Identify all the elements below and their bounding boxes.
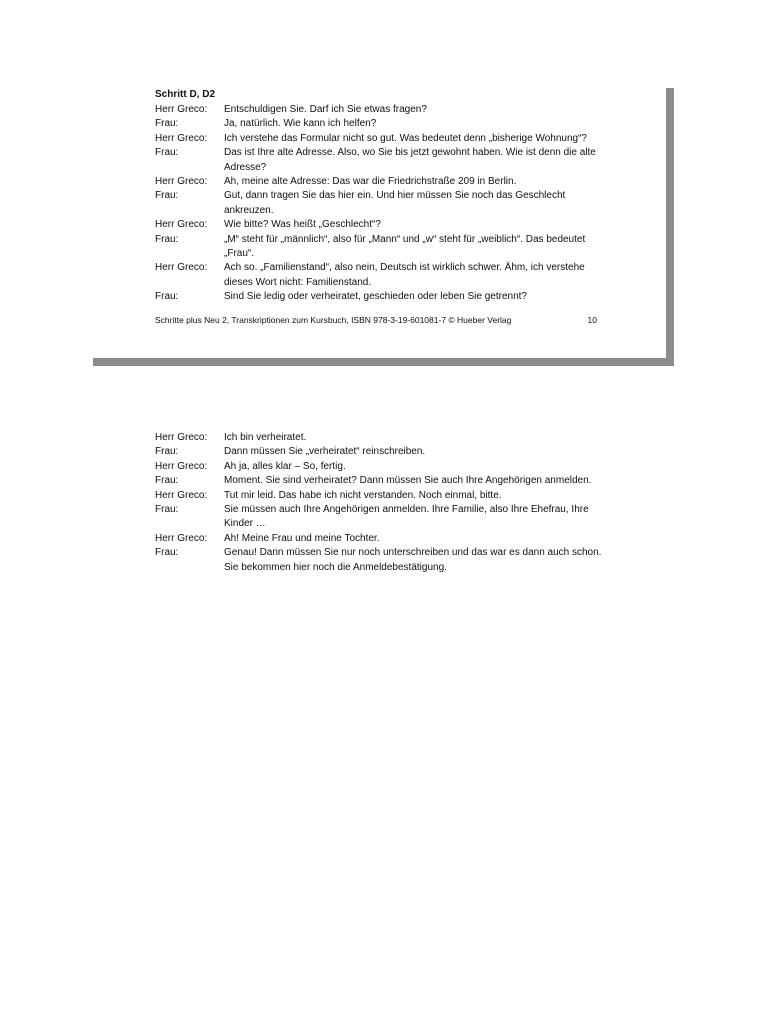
dialogue-row — [155, 474, 605, 488]
page-number: 10 — [587, 315, 597, 325]
page-footer — [155, 314, 597, 326]
dialogue-row — [155, 503, 605, 532]
dialogue-row — [155, 103, 605, 117]
speaker-label: Herr Greco: — [155, 432, 208, 443]
speaker-label: Frau: — [155, 475, 179, 487]
speaker-label: Frau: — [155, 291, 179, 303]
dialogue-row — [155, 532, 605, 546]
dialogue-row — [155, 546, 605, 575]
utterance-text: „M“ steht für „männlich“, also für „Mann“ und „w“ steht für „weiblich“. Das bedeutet „Frau“. — [224, 233, 586, 260]
utterance-text: Ja, natürlich. Wie kann ich helfen? — [224, 118, 377, 130]
speaker-label: Frau: — [155, 233, 179, 245]
dialogue-transcript — [155, 103, 605, 305]
dialogue-row — [155, 117, 605, 131]
utterance-text: Gut, dann tragen Sie das hier ein. Und hier müssen Sie noch das Geschlecht ankreuzen. — [224, 190, 566, 216]
speaker-label: Frau: — [155, 118, 179, 130]
dialogue-row — [155, 290, 605, 304]
speaker-label: Herr Greco: — [155, 176, 208, 188]
dialogue-row — [155, 445, 605, 459]
section-title: Schritt D, D2 — [155, 89, 216, 100]
utterance-text: Ich bin verheiratet. — [224, 432, 307, 443]
dialogue-transcript — [155, 431, 605, 575]
utterance-text: Ah ja, alles klar – So, fertig. — [224, 460, 346, 472]
dialogue-row — [155, 189, 605, 218]
utterance-text: Genau! Dann müssen Sie nur noch unterschreiben und das war es dann auch schon. Sie bekommen hier noch die Anmeldebestätigung. — [224, 547, 602, 573]
speaker-label: Frau: — [155, 190, 179, 202]
page-shadow-bottom — [93, 358, 674, 366]
utterance-text: Wie bitte? Was heißt „Geschlecht“? — [224, 219, 381, 231]
utterance-text: Sie müssen auch Ihre Angehörigen anmelden. Ihre Familie, also Ihre Ehefrau, Ihre Kinder … — [224, 504, 589, 530]
utterance-text: Dann müssen Sie „verheiratet“ reinschreiben. — [224, 446, 426, 458]
utterance-text: Moment. Sie sind verheiratet? Dann müssen Sie auch Ihre Angehörigen anmelden. — [224, 475, 592, 487]
document-page-10 — [0, 40, 674, 358]
utterance-text: Ach so. „Familienstand“, also nein, Deutsch ist wirklich schwer. Ähm, ich verstehe dieses Wort nicht: Familienstand. — [224, 262, 585, 288]
document-page-11 — [0, 366, 674, 592]
speaker-label: Herr Greco: — [155, 532, 208, 544]
utterance-text: Tut mir leid. Das habe ich nicht verstanden. Noch einmal, bitte. — [224, 489, 502, 501]
speaker-label: Herr Greco: — [155, 104, 208, 115]
speaker-label: Frau: — [155, 147, 179, 159]
speaker-label: Frau: — [155, 504, 179, 516]
utterance-text: Das ist Ihre alte Adresse. Also, wo Sie bis jetzt gewohnt haben. Wie ist denn die alte Adresse? — [224, 147, 596, 173]
speaker-label: Herr Greco: — [155, 460, 208, 472]
dialogue-row — [155, 460, 605, 474]
dialogue-row — [155, 146, 605, 175]
dialogue-row — [155, 218, 605, 232]
utterance-text: Sind Sie ledig oder verheiratet, geschieden oder leben Sie getrennt? — [224, 291, 527, 303]
clipped-heading-fragment — [155, 586, 275, 592]
dialogue-row — [155, 261, 605, 290]
utterance-text: Ah! Meine Frau und meine Tochter. — [224, 532, 380, 544]
speaker-label: Frau: — [155, 547, 179, 559]
speaker-label: Herr Greco: — [155, 489, 208, 501]
speaker-label: Herr Greco: — [155, 219, 208, 231]
speaker-label: Frau: — [155, 446, 179, 458]
utterance-text: Ah, meine alte Adresse: Das war die Friedrichstraße 209 in Berlin. — [224, 176, 517, 188]
footer-citation: Schritte plus Neu 2, Transkriptionen zum Kursbuch, ISBN 978-3-19-601081-7 © Hueber Verlag — [155, 315, 512, 325]
dialogue-row — [155, 233, 605, 262]
speaker-label: Herr Greco: — [155, 132, 208, 144]
dialogue-row — [155, 175, 605, 189]
dialogue-row — [155, 431, 605, 445]
utterance-text: Ich verstehe das Formular nicht so gut. Was bedeutet denn „bisherige Wohnung“? — [224, 132, 587, 144]
speaker-label: Herr Greco: — [155, 262, 208, 274]
utterance-text: Entschuldigen Sie. Darf ich Sie etwas fragen? — [224, 104, 427, 115]
dialogue-row — [155, 132, 605, 146]
dialogue-row — [155, 489, 605, 503]
